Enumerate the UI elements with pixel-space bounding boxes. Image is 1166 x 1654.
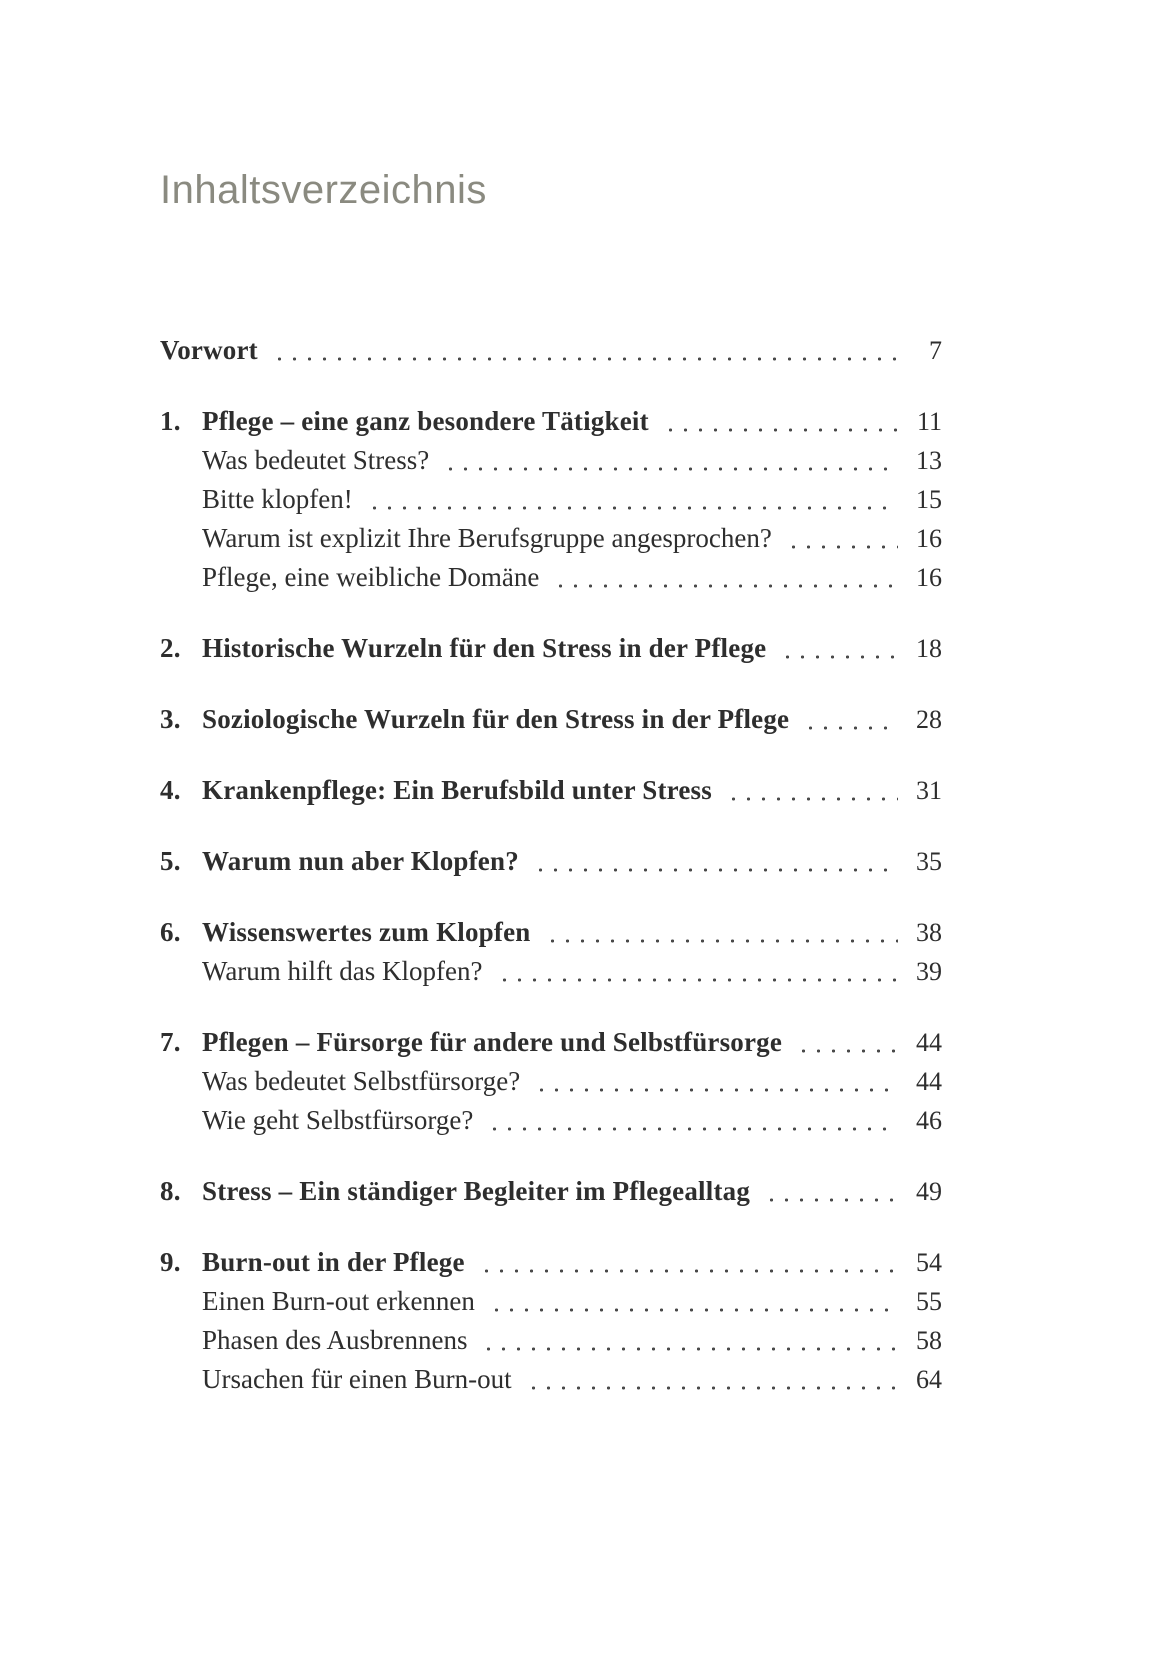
entry-page-number: 44 — [916, 1067, 942, 1096]
entry-label: Was bedeutet Stress? — [202, 445, 430, 475]
toc-group — [160, 629, 942, 668]
toc-entry — [160, 402, 942, 441]
dot-leader — [663, 427, 898, 435]
entry-number: 8. — [160, 1176, 181, 1206]
toc-group — [160, 1172, 942, 1211]
toc-entry — [160, 1321, 942, 1360]
dot-leader — [803, 725, 898, 733]
entry-label: Warum ist explizit Ihre Berufsgruppe angesprochen? — [202, 523, 772, 553]
dot-leader — [796, 1048, 898, 1056]
entry-number: 7. — [160, 1027, 181, 1057]
toc-entry — [160, 331, 942, 370]
toc-group — [160, 402, 942, 597]
entry-page-number: 7 — [929, 336, 942, 365]
toc-entry — [160, 952, 942, 991]
toc-group — [160, 1243, 942, 1399]
entry-label: Stress – Ein ständiger Begleiter im Pflegealltag — [202, 1176, 751, 1206]
dot-leader — [487, 1126, 898, 1134]
entry-label: Wie geht Selbstfürsorge? — [202, 1105, 474, 1135]
entry-page-number: 64 — [916, 1365, 942, 1394]
dot-leader — [272, 356, 898, 364]
dot-leader — [481, 1346, 898, 1354]
toc-group — [160, 331, 942, 370]
entry-page-number: 44 — [916, 1028, 942, 1057]
dot-leader — [479, 1268, 898, 1276]
toc-entry — [160, 480, 942, 519]
entry-page-number: 55 — [916, 1287, 942, 1316]
toc-content — [160, 168, 942, 1399]
entry-label: Krankenpflege: Ein Berufsbild unter Stress — [202, 775, 712, 805]
toc-entry — [160, 1243, 942, 1282]
dot-leader — [367, 505, 898, 513]
entry-page-number: 38 — [916, 918, 942, 947]
entry-page-number: 54 — [916, 1248, 942, 1277]
dot-leader — [780, 654, 898, 662]
entry-label: Phasen des Ausbrennens — [202, 1325, 468, 1355]
toc-entry — [160, 1023, 942, 1062]
toc-entry — [160, 771, 942, 810]
entry-label: Einen Burn-out erkennen — [202, 1286, 475, 1316]
toc-group — [160, 700, 942, 739]
entry-number: 9. — [160, 1247, 181, 1277]
entry-page-number: 31 — [916, 776, 942, 805]
entry-page-number: 39 — [916, 957, 942, 986]
toc-entry — [160, 1360, 942, 1399]
toc-entry — [160, 1062, 942, 1101]
toc-entry — [160, 629, 942, 668]
dot-leader — [443, 466, 898, 474]
toc-entry — [160, 558, 942, 597]
entry-label: Warum nun aber Klopfen? — [202, 846, 519, 876]
entry-number: 3. — [160, 704, 181, 734]
entry-page-number: 18 — [916, 634, 942, 663]
page-title: Inhaltsverzeichnis — [160, 168, 487, 212]
entry-page-number: 49 — [916, 1177, 942, 1206]
dot-leader — [489, 1307, 898, 1315]
entry-label: Was bedeutet Selbstfürsorge? — [202, 1066, 521, 1096]
toc-group — [160, 842, 942, 881]
entry-label: Pflege – eine ganz besondere Tätigkeit — [202, 406, 649, 436]
entry-page-number: 11 — [916, 407, 942, 436]
entry-number: 6. — [160, 917, 181, 947]
entry-page-number: 35 — [916, 847, 942, 876]
dot-leader — [726, 796, 898, 804]
toc-entry — [160, 441, 942, 480]
dot-leader — [497, 977, 899, 985]
entry-label: Bitte klopfen! — [202, 484, 353, 514]
toc-list — [160, 331, 942, 1399]
entry-label: Burn-out in der Pflege — [202, 1247, 465, 1277]
dot-leader — [526, 1385, 898, 1393]
toc-group — [160, 771, 942, 810]
dot-leader — [786, 544, 898, 552]
dot-leader — [553, 583, 898, 591]
entry-label: Pflegen – Fürsorge für andere und Selbstfürsorge — [202, 1027, 783, 1057]
toc-entry — [160, 1282, 942, 1321]
entry-label: Pflege, eine weibliche Domäne — [202, 562, 540, 592]
dot-leader — [533, 867, 898, 875]
entry-page-number: 16 — [916, 563, 942, 592]
entry-number: 1. — [160, 406, 181, 436]
toc-group — [160, 913, 942, 991]
entry-label: Vorwort — [160, 335, 258, 365]
entry-number: 4. — [160, 775, 181, 805]
entry-page-number: 16 — [916, 524, 942, 553]
entry-number: 2. — [160, 633, 181, 663]
entry-label: Wissenswertes zum Klopfen — [202, 917, 531, 947]
entry-page-number: 28 — [916, 705, 942, 734]
entry-page-number: 13 — [916, 446, 942, 475]
entry-number: 5. — [160, 846, 181, 876]
entry-label: Historische Wurzeln für den Stress in der Pflege — [202, 633, 767, 663]
dot-leader — [534, 1087, 898, 1095]
entry-label: Ursachen für einen Burn-out — [202, 1364, 512, 1394]
toc-group — [160, 1023, 942, 1140]
toc-entry — [160, 700, 942, 739]
dot-leader — [764, 1197, 898, 1205]
toc-entry — [160, 519, 942, 558]
entry-page-number: 46 — [916, 1106, 942, 1135]
toc-entry — [160, 842, 942, 881]
entry-page-number: 58 — [916, 1326, 942, 1355]
toc-entry — [160, 913, 942, 952]
dot-leader — [545, 938, 899, 946]
entry-label: Warum hilft das Klopfen? — [202, 956, 483, 986]
entry-page-number: 15 — [916, 485, 942, 514]
entry-label: Soziologische Wurzeln für den Stress in der Pflege — [202, 704, 790, 734]
toc-entry — [160, 1101, 942, 1140]
toc-entry — [160, 1172, 942, 1211]
